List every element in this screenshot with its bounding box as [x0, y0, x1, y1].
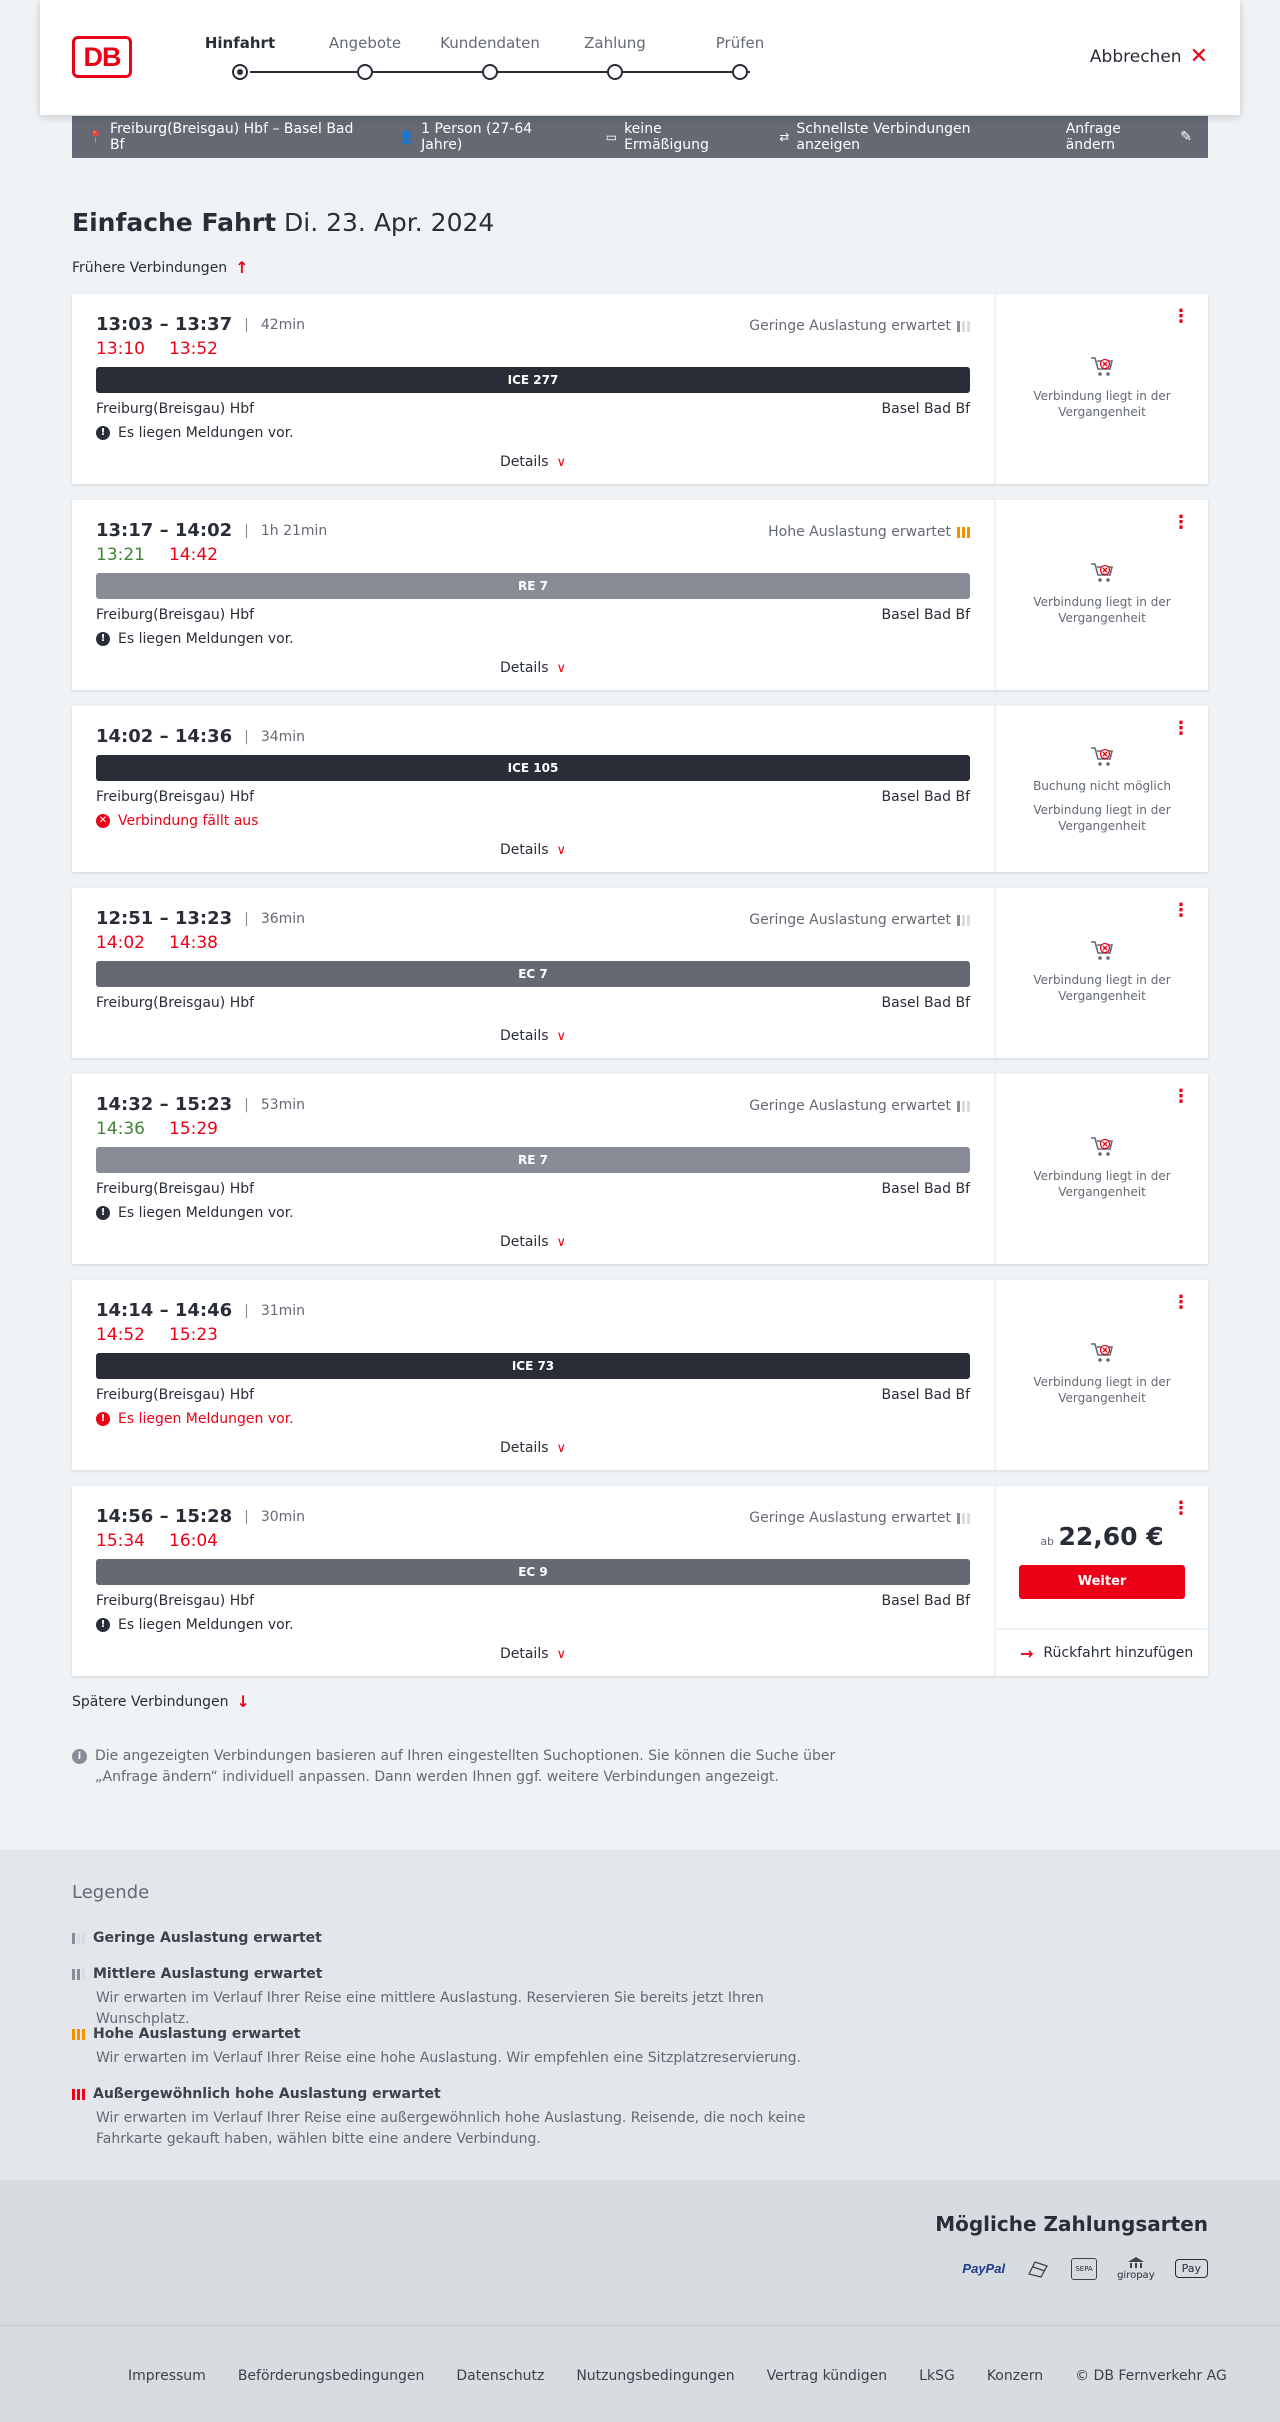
connection-main[interactable] — [72, 1074, 994, 1264]
trip-date: Di. 23. Apr. 2024 — [284, 208, 495, 237]
message-row — [96, 1205, 970, 1221]
side-status-text: Verbindung liegt in der Vergangenheit — [1033, 1169, 1171, 1199]
connection-side — [994, 1074, 1208, 1264]
later-label: Spätere Verbindungen — [72, 1693, 229, 1710]
arrow-up-icon: ↑ — [235, 258, 249, 277]
to-station: Basel Bad Bf — [881, 401, 970, 417]
price-prefix: ab — [1040, 1535, 1055, 1548]
occupancy-low-icon — [957, 1513, 970, 1524]
giropay-icon — [1117, 2256, 1155, 2281]
to-station: Basel Bad Bf — [881, 1181, 970, 1197]
train-bar: EC 7 — [96, 961, 970, 987]
info-note — [72, 1746, 852, 1788]
step-angebote — [305, 34, 425, 80]
price-value: 22,60 € — [1058, 1522, 1164, 1551]
message-text: Verbindung fällt aus — [118, 813, 259, 829]
realtime-departure: 14:02 — [96, 933, 145, 953]
duration: 30min — [260, 1508, 306, 1525]
message-row — [96, 425, 970, 441]
cart-unavailable-icon — [1090, 1342, 1114, 1364]
step-label: Prüfen — [715, 34, 765, 52]
time-range: 13:03 – 13:37 — [96, 314, 233, 335]
details-toggle[interactable] — [72, 1028, 994, 1044]
to-station: Basel Bad Bf — [881, 1387, 970, 1403]
connection-side — [994, 294, 1208, 484]
separator: | — [244, 1302, 249, 1319]
route-text: Freiburg(Breisgau) Hbf – Basel Bad Bf — [109, 121, 354, 153]
edit-request-label: Anfrage ändern — [1065, 121, 1121, 153]
realtime-departure: 14:36 — [96, 1119, 145, 1139]
info-text: Die angezeigten Verbindungen basieren auf Ihren eingestellten Suchoptionen. Sie können die Suche über „Anfrage ändern“ individuell anpassen. Dann werden Ihnen ggf. weitere Verbindungen angezeigt. — [95, 1748, 836, 1785]
legend-section — [0, 1850, 1280, 2180]
legend-exceptional — [72, 2086, 856, 2150]
details-toggle[interactable] — [72, 842, 994, 858]
step-label: Kundendaten — [440, 34, 540, 52]
page-header — [40, 0, 1240, 115]
details-toggle[interactable] — [72, 454, 994, 470]
train-bar: EC 9 — [96, 1559, 970, 1585]
more-options-icon[interactable]: ⋮ — [1172, 718, 1190, 739]
realtime-times — [96, 933, 970, 953]
cart-unavailable-icon — [1090, 746, 1114, 768]
page-footer — [0, 2325, 1280, 2422]
alert-icon: ! — [96, 1206, 110, 1220]
discount-chip — [606, 121, 750, 153]
realtime-departure: 13:10 — [96, 339, 145, 359]
fastest-chip — [779, 121, 1035, 153]
side-status — [996, 562, 1208, 626]
footer-links — [128, 2368, 1227, 2384]
side-status-text: Verbindung liegt in der Vergangenheit — [1033, 973, 1171, 1003]
step-label: Hinfahrt — [204, 34, 276, 52]
occupancy-low-icon — [957, 1101, 970, 1112]
connection-card — [72, 1074, 1208, 1264]
details-label: Details — [499, 1028, 549, 1044]
message-text: Es liegen Meldungen vor. — [118, 1617, 294, 1633]
occupancy-low-icon — [957, 321, 970, 332]
chevron-down-icon: ∨ — [556, 455, 567, 470]
price-box — [996, 1522, 1208, 1599]
legend-mid — [72, 1966, 856, 2030]
realtime-arrival: 15:29 — [169, 1119, 218, 1139]
duration: 42min — [260, 316, 306, 333]
connection-side — [994, 706, 1208, 872]
earlier-connections-link[interactable] — [72, 258, 249, 277]
realtime-departure: 14:52 — [96, 1325, 145, 1345]
alert-icon: ! — [96, 426, 110, 440]
realtime-departure: 15:34 — [96, 1531, 145, 1551]
stations — [96, 401, 970, 417]
side-status — [996, 746, 1208, 834]
message-row — [96, 631, 970, 647]
connection-card — [72, 888, 1208, 1058]
realtime-departure: 13:21 — [96, 545, 145, 565]
alert-icon: ! — [96, 632, 110, 646]
booking-unavailable-text: Buchung nicht möglich — [1033, 779, 1171, 793]
message-row — [96, 1617, 970, 1633]
edit-request-button[interactable] — [1066, 121, 1192, 153]
separator: | — [244, 728, 249, 745]
separator: | — [244, 522, 249, 539]
realtime-arrival: 15:23 — [169, 1325, 218, 1345]
apple-pay-label: Pay — [1181, 2262, 1201, 2275]
details-toggle[interactable] — [72, 660, 994, 676]
duration: 31min — [260, 1302, 306, 1319]
occupancy-indicator — [749, 1098, 970, 1114]
more-options-icon[interactable]: ⋮ — [1172, 1498, 1190, 1519]
stations — [96, 1387, 970, 1403]
payment-title: Mögliche Zahlungsarten — [935, 2212, 1208, 2236]
payment-icons — [962, 2256, 1208, 2281]
train-bar: ICE 105 — [96, 755, 970, 781]
details-toggle[interactable] — [72, 1646, 994, 1662]
realtime-times — [96, 339, 970, 359]
details-label: Details — [499, 1440, 549, 1456]
occupancy-exceptional-icon — [72, 2089, 85, 2100]
occupancy-text: Geringe Auslastung erwartet — [749, 912, 951, 928]
cancellation-row — [96, 813, 970, 829]
train-bar: RE 7 — [96, 1147, 970, 1173]
side-status — [996, 1342, 1208, 1406]
add-return-trip-button[interactable] — [996, 1628, 1208, 1676]
realtime-arrival: 16:04 — [169, 1531, 218, 1551]
side-status-text: Verbindung liegt in der Vergangenheit — [1033, 803, 1171, 833]
separator: | — [244, 1508, 249, 1525]
occupancy-indicator — [749, 912, 970, 928]
legend-high — [72, 2026, 856, 2069]
footer-copyright: © DB Fernverkehr AG — [1075, 2368, 1227, 2384]
step-pruefen — [680, 34, 800, 80]
occupancy-indicator — [768, 524, 970, 540]
occupancy-low-icon — [957, 915, 970, 926]
step-zahlung — [555, 34, 675, 80]
giropay-label: giropay — [1117, 2270, 1155, 2281]
close-icon: ✕ — [1189, 44, 1208, 69]
from-station: Freiburg(Breisgau) Hbf — [96, 1593, 255, 1609]
cart-unavailable-icon — [1090, 562, 1114, 584]
cancel-label: Abbrechen — [1089, 47, 1182, 67]
footer-link-konzern[interactable]: Konzern — [986, 2368, 1044, 2384]
fastest-text: Schnellste Verbindungen anzeigen — [796, 121, 971, 153]
sepa-direct-debit-icon: SEPA — [1071, 2258, 1097, 2280]
occupancy-mid-icon — [72, 1969, 85, 1980]
swap-arrows-icon: ⇄ — [779, 130, 790, 144]
more-options-icon[interactable]: ⋮ — [1172, 306, 1190, 327]
time-range: 14:14 – 14:46 — [96, 1300, 233, 1321]
more-options-icon[interactable]: ⋮ — [1172, 900, 1190, 921]
connection-side — [994, 888, 1208, 1058]
from-station: Freiburg(Breisgau) Hbf — [96, 1387, 255, 1403]
realtime-arrival: 14:42 — [169, 545, 218, 565]
train-bar: ICE 277 — [96, 367, 970, 393]
to-station: Basel Bad Bf — [881, 607, 970, 623]
stations — [96, 607, 970, 623]
step-label: Angebote — [328, 34, 402, 52]
to-station: Basel Bad Bf — [881, 789, 970, 805]
legend-mid-label: Mittlere Auslastung erwartet — [93, 1966, 323, 1982]
legend-title: Legende — [72, 1882, 150, 1903]
realtime-arrival: 14:38 — [169, 933, 218, 953]
footer-link-nutzung[interactable]: Nutzungsbedingungen — [576, 2368, 735, 2384]
occupancy-indicator — [749, 1510, 970, 1526]
cart-unavailable-icon — [1090, 1136, 1114, 1158]
stations — [96, 789, 970, 805]
from-station: Freiburg(Breisgau) Hbf — [96, 607, 255, 623]
time-range: 14:56 – 15:28 — [96, 1506, 233, 1527]
step-dot — [732, 64, 748, 80]
details-label: Details — [499, 842, 549, 858]
message-row — [96, 1411, 970, 1427]
credit-card-hand-icon — [1025, 2256, 1051, 2281]
realtime-times — [96, 1531, 970, 1551]
details-label: Details — [499, 1234, 549, 1250]
message-text: Es liegen Meldungen vor. — [118, 425, 294, 441]
trip-kind: Einfache Fahrt — [72, 208, 277, 237]
connection-card — [72, 706, 1208, 872]
step-dot — [357, 64, 373, 80]
realtime-times — [96, 1325, 970, 1345]
apple-pay-icon — [1175, 2259, 1208, 2278]
duration: 53min — [260, 1096, 306, 1113]
cancel-button[interactable] — [1090, 46, 1208, 68]
details-label: Details — [499, 1646, 549, 1662]
step-kundendaten — [430, 34, 550, 80]
separator: | — [244, 1096, 249, 1113]
cancel-circle-icon: ✕ — [96, 814, 110, 828]
chevron-down-icon: ∨ — [556, 1441, 567, 1456]
info-icon: i — [72, 1749, 87, 1764]
footer-link-kuendigen[interactable]: Vertrag kündigen — [766, 2368, 888, 2384]
occupancy-text: Geringe Auslastung erwartet — [749, 1510, 951, 1526]
stations — [96, 1181, 970, 1197]
connection-card — [72, 500, 1208, 690]
connection-main[interactable] — [72, 500, 994, 690]
occupancy-low-icon — [72, 1933, 85, 1944]
details-toggle[interactable] — [72, 1440, 994, 1456]
train-bar: RE 7 — [96, 573, 970, 599]
connection-times — [96, 1300, 970, 1321]
person-icon: 👤 — [399, 130, 415, 144]
connection-side — [994, 500, 1208, 690]
alert-icon: ! — [96, 1618, 110, 1632]
connection-card — [72, 1280, 1208, 1470]
later-connections-link[interactable] — [72, 1692, 250, 1711]
pencil-icon: ✎ — [1180, 129, 1192, 145]
from-station: Freiburg(Breisgau) Hbf — [96, 1181, 255, 1197]
arrow-right-icon: → — [1020, 1643, 1034, 1663]
location-pin-icon: 📍 — [88, 130, 103, 144]
side-status-text: Verbindung liegt in der Vergangenheit — [1033, 1375, 1171, 1405]
connection-main[interactable] — [72, 888, 994, 1058]
connection-card — [72, 294, 1208, 484]
separator: | — [244, 316, 249, 333]
message-text: Es liegen Meldungen vor. — [118, 631, 294, 647]
chevron-down-icon: ∨ — [556, 1647, 567, 1662]
connection-main[interactable] — [72, 1486, 994, 1676]
realtime-times — [96, 545, 970, 565]
persons-text: 1 Person (27-64 Jahre) — [421, 121, 533, 153]
occupancy-high-icon — [72, 2029, 85, 2040]
side-status — [996, 940, 1208, 1004]
stations — [96, 995, 970, 1011]
details-label: Details — [499, 454, 549, 470]
chevron-down-icon: ∨ — [556, 661, 567, 676]
paypal-icon: PayPal — [962, 2261, 1006, 2276]
to-station: Basel Bad Bf — [881, 1593, 970, 1609]
legend-low-label: Geringe Auslastung erwartet — [93, 1930, 322, 1946]
legend-low — [72, 1930, 322, 1946]
occupancy-text: Geringe Auslastung erwartet — [749, 318, 951, 334]
side-status-text: Verbindung liegt in der Vergangenheit — [1033, 595, 1171, 625]
realtime-times — [96, 1119, 970, 1139]
time-range: 14:32 – 15:23 — [96, 1094, 233, 1115]
chevron-down-icon: ∨ — [556, 1235, 567, 1250]
time-range: 13:17 – 14:02 — [96, 520, 233, 541]
add-return-label: Rückfahrt hinzufügen — [1043, 1645, 1194, 1661]
more-options-icon[interactable]: ⋮ — [1172, 1086, 1190, 1107]
separator: | — [244, 910, 249, 927]
footer-link-lksg[interactable]: LkSG — [919, 2368, 955, 2384]
alert-icon: ! — [96, 1412, 110, 1426]
details-toggle[interactable] — [72, 1234, 994, 1250]
more-options-icon[interactable]: ⋮ — [1172, 512, 1190, 533]
occupancy-high-icon — [957, 527, 970, 538]
persons-chip — [399, 121, 576, 153]
duration: 36min — [260, 910, 306, 927]
route-chip — [88, 121, 369, 153]
legend-mid-text: Wir erwarten im Verlauf Ihrer Reise eine mittlere Auslastung. Reservieren Sie bereits jetzt Ihren Wunschplatz. — [96, 1990, 764, 2027]
step-label: Zahlung — [584, 34, 646, 52]
realtime-arrival: 13:52 — [169, 339, 218, 359]
earlier-label: Frühere Verbindungen — [72, 259, 228, 276]
connection-main[interactable] — [72, 706, 994, 872]
legend-high-label: Hohe Auslastung erwartet — [93, 2026, 301, 2042]
from-station: Freiburg(Breisgau) Hbf — [96, 789, 255, 805]
cart-unavailable-icon — [1090, 356, 1114, 378]
step-dot — [607, 64, 623, 80]
step-dot — [482, 64, 498, 80]
duration: 34min — [260, 728, 306, 745]
cart-unavailable-icon — [1090, 940, 1114, 962]
step-dot — [232, 64, 248, 80]
from-station: Freiburg(Breisgau) Hbf — [96, 995, 255, 1011]
footer-link-befoerderung[interactable]: Beförderungsbedingungen — [237, 2368, 425, 2384]
time-range: 14:02 – 14:36 — [96, 726, 233, 747]
train-bar: ICE 73 — [96, 1353, 970, 1379]
from-station: Freiburg(Breisgau) Hbf — [96, 401, 255, 417]
footer-link-datenschutz[interactable]: Datenschutz — [456, 2368, 545, 2384]
connection-main[interactable] — [72, 294, 994, 484]
legend-exc-label: Außergewöhnlich hohe Auslastung erwartet — [93, 2086, 441, 2102]
time-range: 12:51 – 13:23 — [96, 908, 233, 929]
page-title — [72, 208, 494, 237]
chevron-down-icon: ∨ — [556, 1029, 567, 1044]
bahncard-icon: ▭ — [605, 130, 618, 144]
weiter-button[interactable]: Weiter — [1019, 1565, 1185, 1599]
occupancy-indicator — [749, 318, 970, 334]
arrow-down-icon: ↓ — [236, 1692, 250, 1711]
step-hinfahrt[interactable] — [180, 34, 300, 80]
more-options-icon[interactable]: ⋮ — [1172, 1292, 1190, 1313]
discount-text: keine Ermäßigung — [624, 121, 709, 153]
search-summary-bar — [72, 116, 1208, 158]
db-logo[interactable]: DB — [72, 36, 132, 78]
booking-stepper — [180, 34, 765, 84]
duration: 1h 21min — [260, 522, 328, 539]
details-label: Details — [499, 660, 549, 676]
stations — [96, 1593, 970, 1609]
connection-times — [96, 726, 970, 747]
occupancy-text: Geringe Auslastung erwartet — [749, 1098, 951, 1114]
to-station: Basel Bad Bf — [881, 995, 970, 1011]
connection-side — [994, 1486, 1208, 1676]
connection-side — [994, 1280, 1208, 1470]
occupancy-text: Hohe Auslastung erwartet — [768, 524, 951, 540]
connection-main[interactable] — [72, 1280, 994, 1470]
side-status-text: Verbindung liegt in der Vergangenheit — [1033, 389, 1171, 419]
legend-high-text: Wir erwarten im Verlauf Ihrer Reise eine hohe Auslastung. Wir empfehlen eine Sitzplatzreservierung. — [96, 2050, 801, 2066]
legend-exc-text: Wir erwarten im Verlauf Ihrer Reise eine außergewöhnlich hohe Auslastung. Reisende, die noch keine Fahrkarte gekauft haben, wählen bitte eine andere Verbindung. — [96, 2110, 806, 2147]
chevron-down-icon: ∨ — [556, 843, 567, 858]
side-status — [996, 356, 1208, 420]
footer-link-impressum[interactable]: Impressum — [128, 2368, 206, 2384]
payment-methods-section — [0, 2180, 1280, 2325]
message-text: Es liegen Meldungen vor. — [118, 1411, 294, 1427]
connection-card — [72, 1486, 1208, 1676]
message-text: Es liegen Meldungen vor. — [118, 1205, 294, 1221]
side-status — [996, 1136, 1208, 1200]
